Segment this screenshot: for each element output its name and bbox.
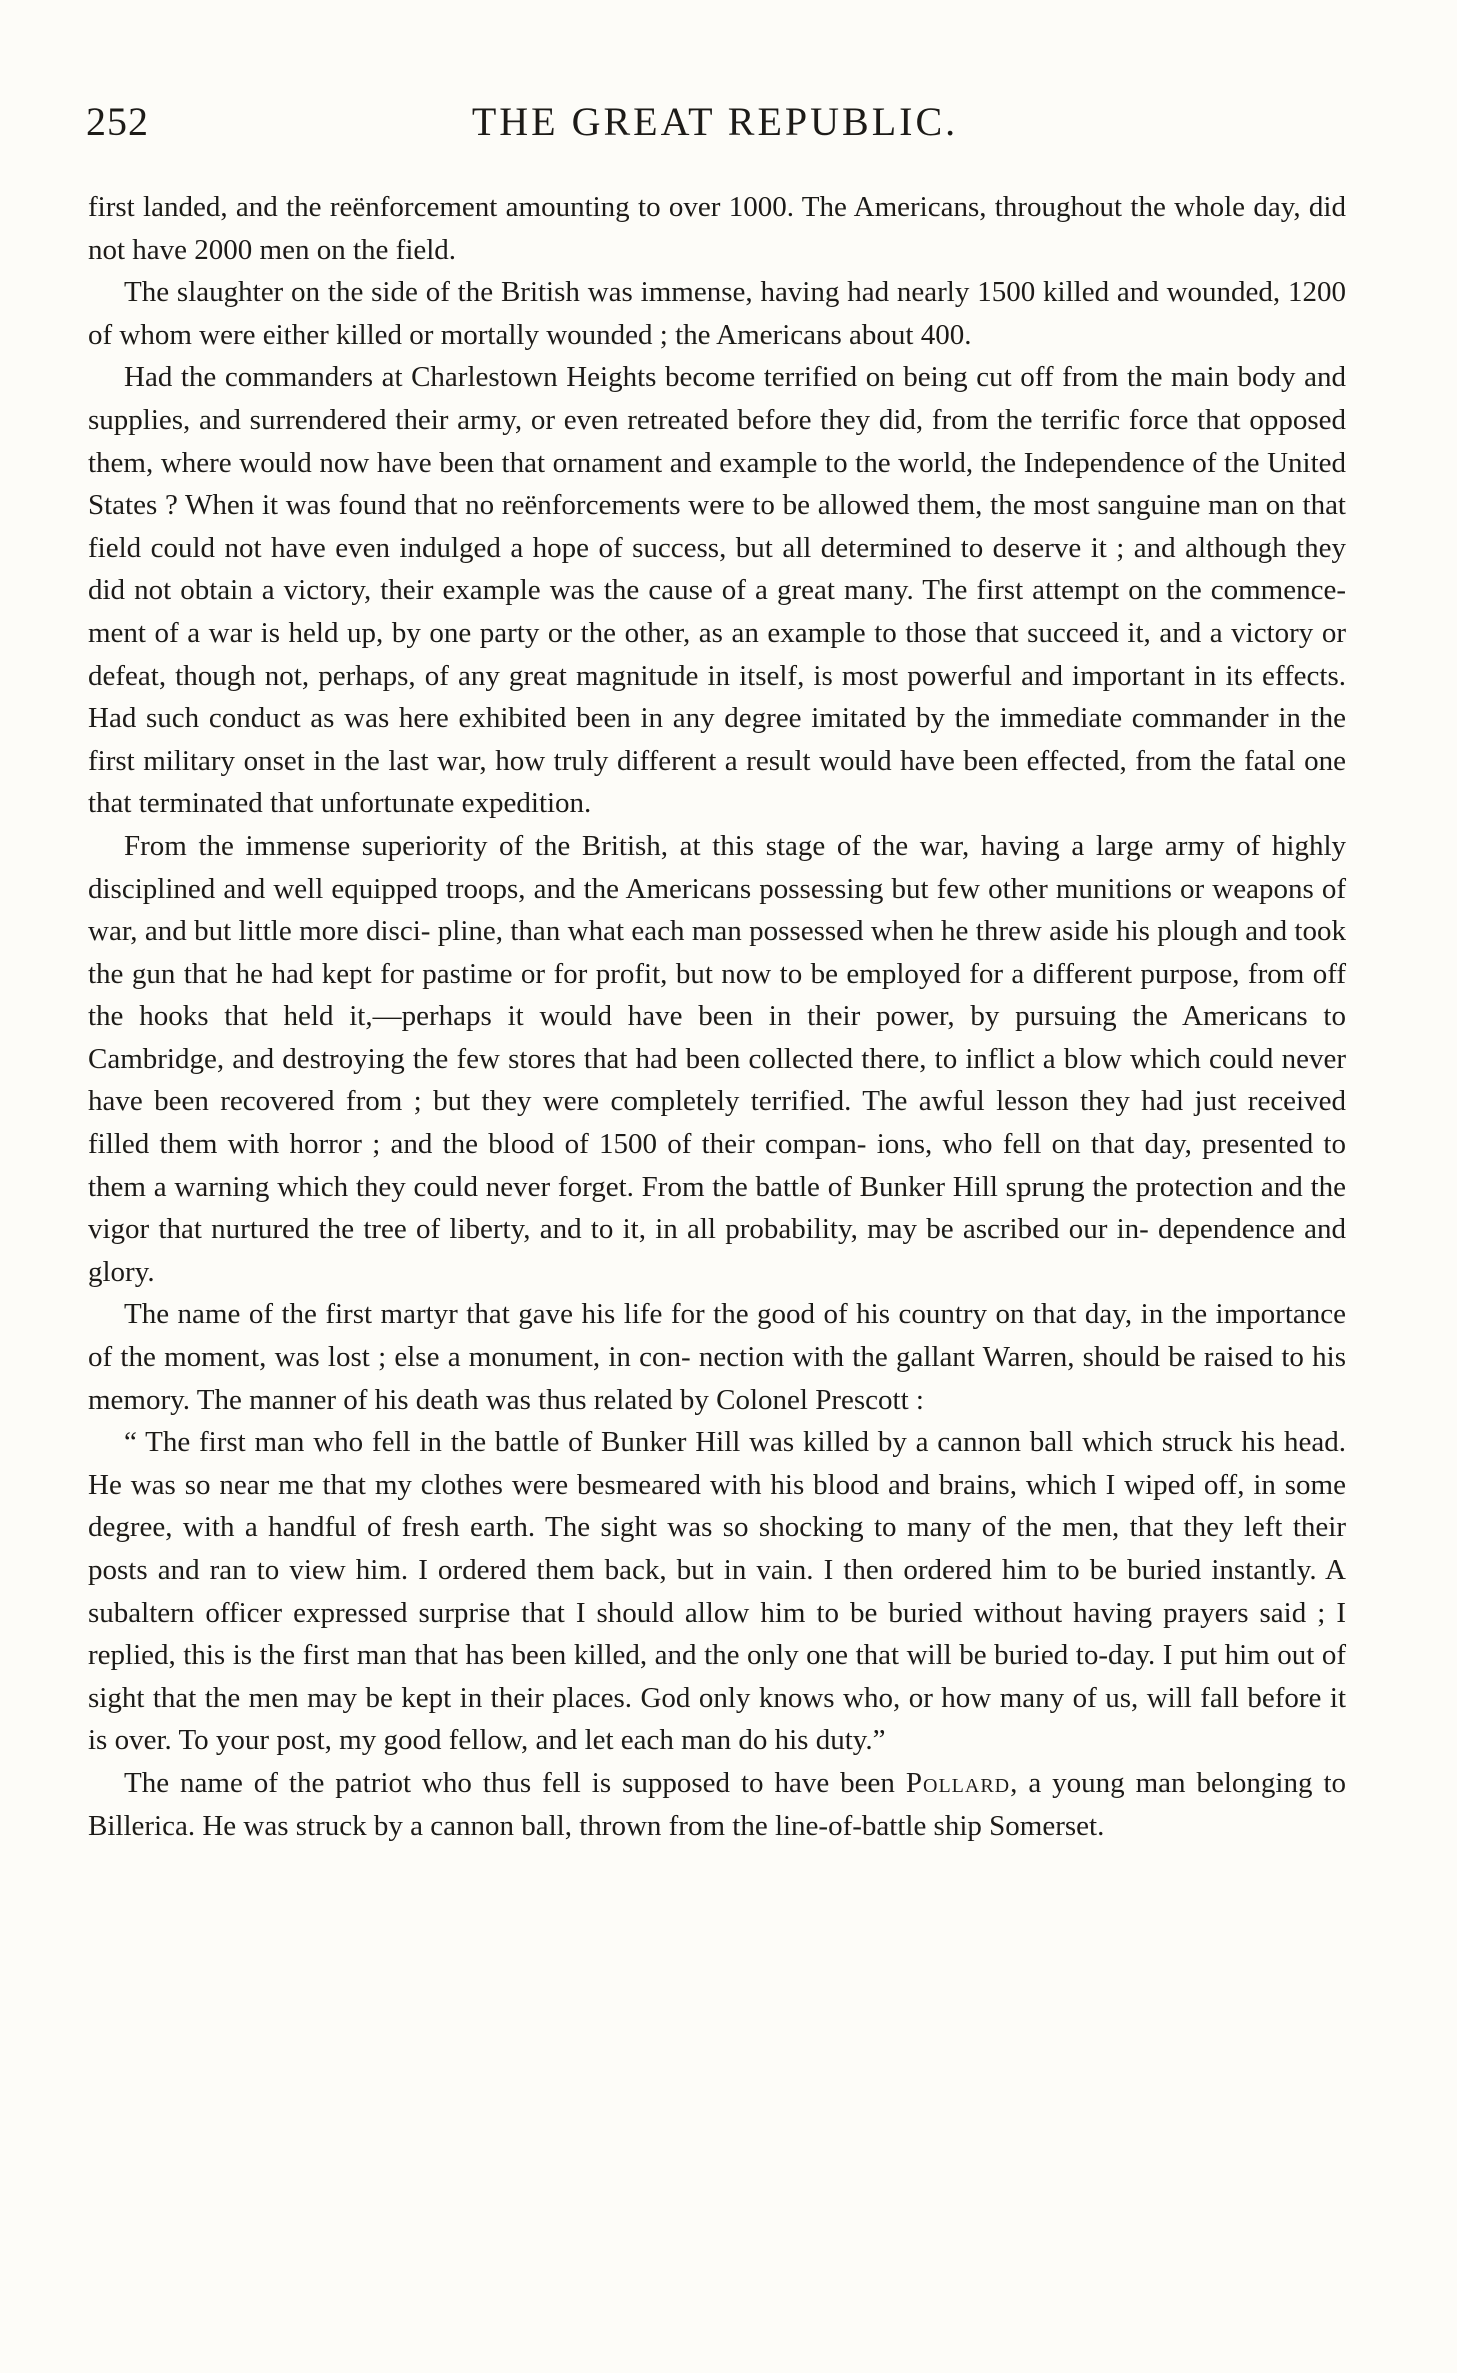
pollard-text-before: The name of the patriot who thus fell is supposed to have been (124, 1766, 895, 1799)
paragraph-prescott-quote: “ The first man who fell in the battle of Bunker Hill was killed by a cannon ball which struck his head. He was so near me that my clothes were besmeared with his blood and brains, which I wiped off, in some degree, with a handful of fresh earth. The sight was so shocking to many of the men, that they left their posts and ran to view him. I ordered them back, but in vain. I then ordered him to be buried instantly. A subaltern officer expressed surprise that I should allow him to be buried without having prayers said ; I replied, this is the first man that has been killed, and the only one that will be buried to-day. I put him out of sight that the men may be kept in their places. God only knows who, or how many of us, will fall before it is over. To your post, my good fellow, and let each man do his duty.” (88, 1426, 1346, 1757)
page-number: 252 (86, 99, 149, 144)
paragraph-charlestown-heights: Had the commanders at Charlestown Heights become terrified on being cut off from the main body and supplies, and surrendered their army, or even retreated before they did, from the terrific force that opposed them, where would now have been that ornament and example to the world, the Independence of the United States ? When it was found that no reënforcements were to be allowed them, the most sanguine man on that field could not have even indulged a hope of success, but all determined to deserve it ; and although they did not obtain a victory, their example was the cause of a great many. The first attempt on the commence- ment of a war is held up, by one party or the other, as an example to those that succeed it, and a victory or defeat, though not, perhaps, of any great magnitude in itself, is most powerful and important in its effects. Had such conduct as was here exhibited been in any degree imitated by the immediate commander in the first military onset in the last war, how truly different a result would have been effected, from the fatal one that terminated that unfortunate expedition. (88, 361, 1346, 820)
paragraph-slaughter: The slaughter on the side of the British was immense, having had nearly 1500 killed and wounded, 1200 of whom were either killed or mortally wounded ; the Americans about 400. (88, 276, 1346, 351)
paragraph-first-martyr: The name of the first martyr that gave his life for the good of his country on that day, in the importance of the moment, was lost ; else a monument, in con- nection with the gallant Warren, should be raised to his memory. The manner of his death was thus related by Colonel Prescott : (88, 1298, 1346, 1416)
paragraph-pollard (88, 1762, 1346, 1847)
running-title: THE GREAT REPUBLIC. (471, 99, 959, 144)
paragraph-continued: first landed, and the reënforcement amounting to over 1000. The Americans, throughout the whole day, did not have 2000 men on the field. (88, 191, 1346, 266)
pollard-name: Pollard (905, 1766, 1011, 1799)
pollard-text-after: , a young man belonging to Billerica. He was struck by a cannon ball, thrown from the line-of-battle ship Somerset. (88, 1766, 1347, 1842)
paragraph-british-superiority: From the immense superiority of the British, at this stage of the war, having a large army of highly disciplined and well equipped troops, and the Americans possessing but few other munitions or weapons of war, and but little more disci- pline, than what each man possessed when he threw aside his plough and took the gun that he had kept for pastime or for profit, but now to be employed for a different purpose, from off the hooks that held it,—perhaps it would have been in their power, by pursuing the Americans to Cambridge, and destroying the few stores that had been collected there, to inflict a blow which could never have been recovered from ; but they were completely terrified. The awful lesson they had just received filled them with horror ; and the blood of 1500 of their compan- ions, who fell on that day, presented to them a warning which they could never forget. From the battle of Bunker Hill sprung the protection and the vigor that nurtured the tree of liberty, and to it, in all probability, may be ascribed our in- dependence and glory. (88, 829, 1346, 1288)
body-text (88, 186, 1346, 1847)
page-header (86, 98, 1344, 158)
